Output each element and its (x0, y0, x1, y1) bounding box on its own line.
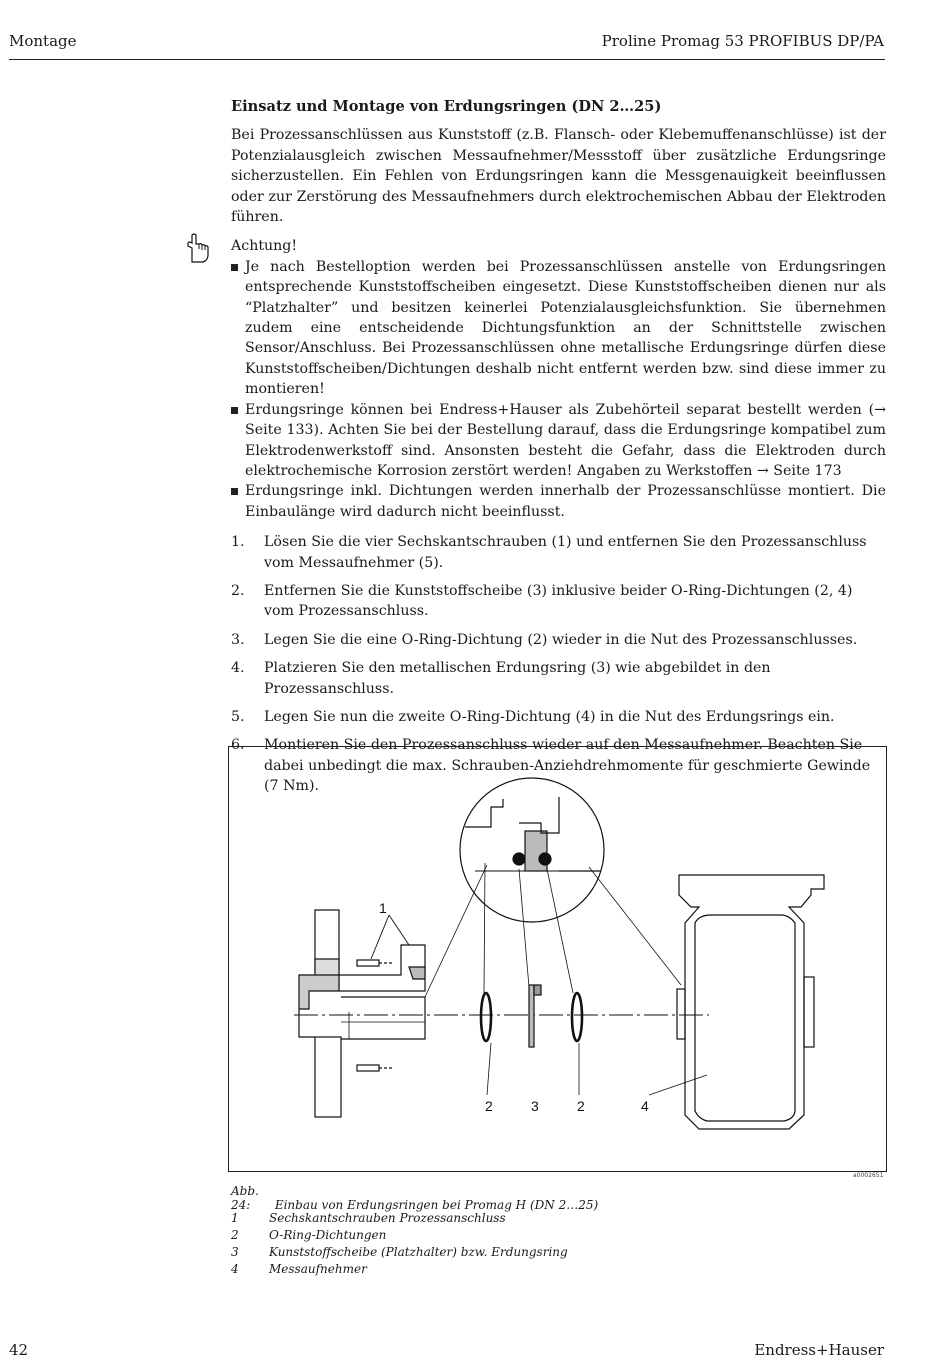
figure-caption (231, 1184, 598, 1212)
step-text: Legen Sie die eine O-Ring-Dichtung (2) wieder in die Nut des Prozessanschlusses. (264, 631, 858, 648)
pointing-hand-icon (183, 232, 213, 266)
step-text: Montieren Sie den Prozessanschluss wieder auf den Messaufnehmer. Beachten Sie dabei unbedingt die max. Schrauben-Anziehdrehmomente für geschmierte Gewinde (7 Nm). (264, 737, 871, 795)
legend-item (231, 1227, 568, 1244)
step-number: 1. (231, 534, 245, 551)
step-number: 4. (231, 660, 245, 677)
caution-bullet-2: Erdungsringe können bei Endress+Hauser als Zubehörteil separat bestellt werden (→ Seite 133). Achten Sie bei der Bestellung darauf, dass die Erdungsringe kompatibel zum Elektrodenwerkstoff sind. Ansonsten besteht die Gefahr, dass die Elektroden durch elektrochemische Korrosion zerstört werden! Angaben zu Werkstoffen → Seite 173 (231, 400, 886, 482)
figure-legend (231, 1210, 568, 1278)
legend-text: Kunststoffscheibe (Platzhalter) bzw. Erdungsring (269, 1245, 568, 1259)
callout-1: 1 (379, 900, 387, 916)
callout-2-right: 2 (577, 1098, 585, 1114)
figure-id: a0002651 (853, 1172, 884, 1179)
intro-paragraph: Bei Prozessanschlüssen aus Kunststoff (z.B. Flansch- oder Klebemuffenanschlüsse) ist der Potenzialausgleich zwischen Messaufnehmer/Messstoff über zusätzliche Erdungsringe sicherzustellen. Ein Fehlen von Erdungsringen kann die Messgenauigkeit beeinflussen oder zur Zerstörung des Messaufnehmers durch elektrochemischen Abbau der Elektroden führen. (231, 127, 886, 226)
step-text: Entfernen Sie die Kunststoffscheibe (3) inklusive beider O-Ring-Dichtungen (2, 4) vom Prozessanschluss. (264, 582, 853, 620)
header-rule (9, 59, 885, 60)
step-text: Legen Sie nun die zweite O-Ring-Dichtung (4) in die Nut des Erdungsrings ein. (264, 708, 835, 725)
caution-bullet-1: Je nach Bestelloption werden bei Prozessanschlüssen anstelle von Erdungsringen entsprechende Kunststoffscheiben eingesetzt. Diese Kunststoffscheiben dienen nur als “Platzhalter” und besitzen keinerlei Potenzialausgleichsfunktion. Sie übernehmen zudem eine entscheidende Dichtungsfunktion an der Schnittstelle zwischen Sensor/Anschluss. Bei Prozessanschlüssen ohne metallische Erdungsringe dürfen diese Kunststoffscheiben/Dichtungen deshalb nicht entfernt werden bzw. sind diese immer zu montieren! (231, 257, 886, 400)
step-text: Lösen Sie die vier Sechskantschrauben (1) und entfernen Sie den Prozessanschluss vom Messaufnehmer (5). (264, 534, 867, 571)
footer-brand: Endress+Hauser (754, 1341, 884, 1359)
legend-key: 2 (231, 1228, 239, 1242)
legend-text: Sechskantschrauben Prozessanschluss (269, 1211, 506, 1225)
callout-3: 3 (531, 1098, 539, 1114)
step-number: 5. (231, 708, 245, 725)
step-3 (231, 630, 886, 650)
legend-item (231, 1244, 568, 1261)
step-text: Platzieren Sie den metallischen Erdungsring (3) wie abgebildet in den Prozessanschluss. (264, 660, 771, 697)
step-1 (231, 532, 886, 573)
caution-note (231, 236, 886, 522)
caption-label: Abb. 24: (231, 1184, 259, 1212)
legend-text: Messaufnehmer (269, 1262, 367, 1276)
legend-key: 4 (231, 1262, 239, 1276)
assembly-drawing (229, 747, 886, 1171)
page-header-right: Proline Promag 53 PROFIBUS DP/PA (601, 32, 884, 50)
caution-bullet-3: Erdungsringe inkl. Dichtungen werden innerhalb der Prozessanschlüsse montiert. Die Einbaulänge wird dadurch nicht beeinflusst. (231, 481, 886, 522)
main-content (231, 97, 886, 805)
legend-key: 3 (231, 1245, 239, 1259)
legend-text: O-Ring-Dichtungen (269, 1228, 387, 1242)
callout-4: 4 (641, 1098, 649, 1114)
caution-title: Achtung! (231, 238, 298, 255)
step-number: 2. (231, 582, 245, 599)
callout-2-left: 2 (485, 1098, 493, 1114)
step-number: 6. (231, 737, 245, 754)
legend-key: 1 (231, 1211, 239, 1225)
page-header-left: Montage (9, 32, 77, 50)
caption-text: Einbau von Erdungsringen bei Promag H (DN 2…25) (274, 1198, 599, 1212)
step-number: 3. (231, 631, 245, 648)
section-heading: Einsatz und Montage von Erdungsringen (DN 2…25) (231, 98, 662, 115)
step-2 (231, 581, 886, 622)
step-4 (231, 658, 886, 699)
legend-item (231, 1261, 568, 1278)
grounding-ring-figure (228, 746, 887, 1172)
page-number: 42 (9, 1341, 29, 1359)
step-5 (231, 707, 886, 727)
legend-item (231, 1210, 568, 1227)
